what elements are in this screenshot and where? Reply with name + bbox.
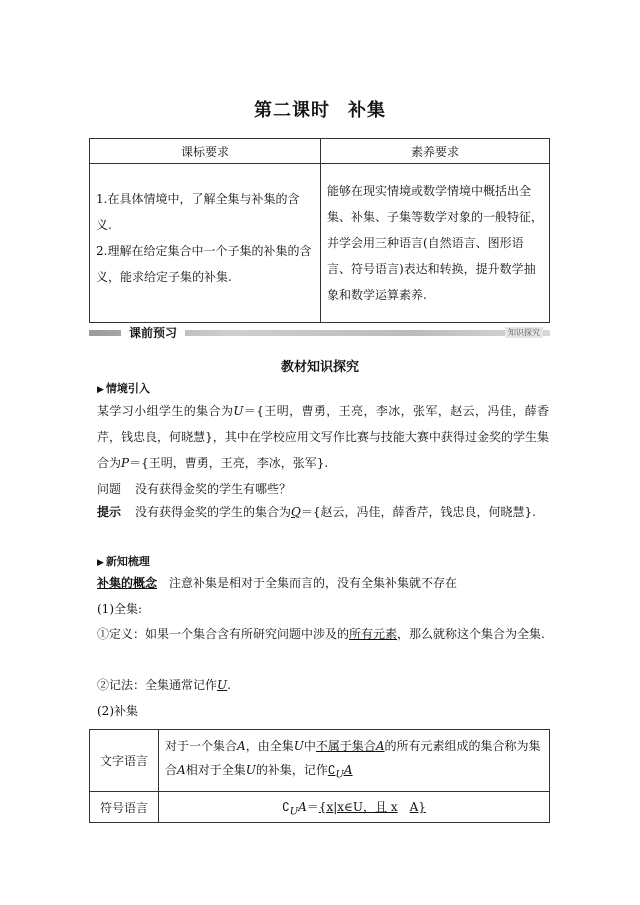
row2-sub: U xyxy=(289,806,299,818)
new-knowledge-subheading xyxy=(97,553,150,569)
notation-text-b: . xyxy=(227,678,231,692)
hint-text-a: 没有获得金奖的学生的集合为 xyxy=(135,505,292,519)
set-q-var: Q xyxy=(291,505,301,519)
banner-tag: 知识探究 xyxy=(505,327,543,338)
set-u-members: ＝{王明，曹勇，王亮，李冰，张军，赵云，冯佳，薛香芹，钱忠良，何晓慧}，其中在学校应用文写作比赛与技能大赛中获得过金奖的学生集合为 xyxy=(97,404,549,470)
question-label: 问题 xyxy=(97,482,122,496)
title-part2: 补集 xyxy=(348,100,386,121)
row1-f: 的补集，记作 xyxy=(255,763,328,777)
requirements-table xyxy=(89,138,550,323)
row1-b: ，由全集 xyxy=(245,739,294,753)
complement-var: A xyxy=(343,763,353,777)
row1-var-u: U xyxy=(293,739,304,753)
complement-heading: (2)补集 xyxy=(97,704,138,718)
text-language-label: 文字语言 xyxy=(90,730,159,792)
row1-key-var: A xyxy=(375,739,385,753)
hint-paragraph xyxy=(97,499,549,525)
universal-heading: (1)全集: xyxy=(97,602,143,616)
def-text-b: ，那么就称这个集合为全集. xyxy=(397,627,545,641)
row2-end: A} xyxy=(409,799,426,814)
triangle-icon: ▶ xyxy=(97,558,104,568)
intro-subheading xyxy=(97,380,150,396)
course-requirement-2: 2.理解在给定集合中一个子集的补集的含义，能求给定子集的补集. xyxy=(96,244,312,284)
symbol-language-label: 符号语言 xyxy=(90,792,159,823)
def-key: 所有元素 xyxy=(349,627,398,641)
literacy-requirements-cell: 能够在现实情境或数学情境中概括出全集、补集、子集等数学对象的一般特征，并学会用三种语言(自然语言、图形语言、符号语言)表达和转换，提升数学抽象和数学运算素养. xyxy=(321,164,550,323)
hint-label: 提示 xyxy=(97,505,122,519)
question-text: 没有获得金奖的学生有哪些？ xyxy=(135,482,292,496)
row1-key-group xyxy=(316,739,385,753)
concept-title: 补集的概念 xyxy=(97,576,158,590)
course-requirements-cell xyxy=(90,164,321,323)
row1-c: 中 xyxy=(303,739,316,753)
row2-eq: ＝ xyxy=(306,799,319,814)
row2-set: {x|x∈U，且 x xyxy=(318,799,398,814)
hint-text-b: ＝{赵云，冯佳，薛香芹，钱忠良，何晓慧}. xyxy=(300,505,536,519)
row1-var-a2: A xyxy=(177,763,186,777)
row1-a: 对于一个集合 xyxy=(165,739,238,753)
section-heading: 教材知识探究 xyxy=(280,360,359,375)
notation-key: U xyxy=(217,678,228,692)
new-knowledge-label: 新知梳理 xyxy=(105,555,150,568)
course-requirement-1: 1.在具体情境中，了解全集与补集的含义. xyxy=(96,192,300,232)
row1-var-a: A xyxy=(237,739,246,753)
symbol-language-cell xyxy=(159,792,550,823)
row2-set-group xyxy=(319,800,426,814)
col1-header: 课标要求 xyxy=(90,139,321,164)
intro-text-a: 某学习小组学生的集合为 xyxy=(97,404,234,418)
def-text-a: ①定义：如果一个集合含有所研究问题中涉及的 xyxy=(97,627,350,641)
universal-definition xyxy=(97,621,549,647)
intro-paragraph xyxy=(97,398,549,476)
row2-symbol: ∁ xyxy=(282,799,290,814)
row1-d: 的所有元素组成的集合称为集合 xyxy=(165,739,541,777)
text-language-cell xyxy=(159,730,550,792)
row1-var-u2: U xyxy=(245,763,256,777)
complement-symbol: ∁ xyxy=(327,763,336,777)
row1-symbol xyxy=(327,763,353,781)
concept-line xyxy=(97,570,549,596)
row2-var: A xyxy=(298,799,307,814)
set-p-members: ＝{王明，曹勇，王亮，李冰，张军}. xyxy=(129,456,329,470)
set-p-var: P xyxy=(121,456,130,470)
title-part1: 第二课时 xyxy=(254,100,330,121)
page-title xyxy=(0,96,640,122)
row1-key: 不属于集合 xyxy=(315,739,376,753)
banner-label: 课前预习 xyxy=(121,325,185,341)
triangle-icon: ▶ xyxy=(97,385,104,395)
notation-text-a: ②记法：全集通常记作 xyxy=(97,678,218,692)
concept-note: 注意补集是相对于全集而言的，没有全集补集就不存在 xyxy=(169,576,458,590)
universal-notation xyxy=(97,672,549,698)
preview-banner xyxy=(89,326,550,340)
set-u-var: U xyxy=(233,404,244,418)
col2-header: 素养要求 xyxy=(321,139,550,164)
complement-sub: U xyxy=(335,769,344,781)
complement-table xyxy=(89,729,550,823)
row1-e: 相对于全集 xyxy=(185,763,246,777)
intro-label: 情境引入 xyxy=(105,382,150,395)
